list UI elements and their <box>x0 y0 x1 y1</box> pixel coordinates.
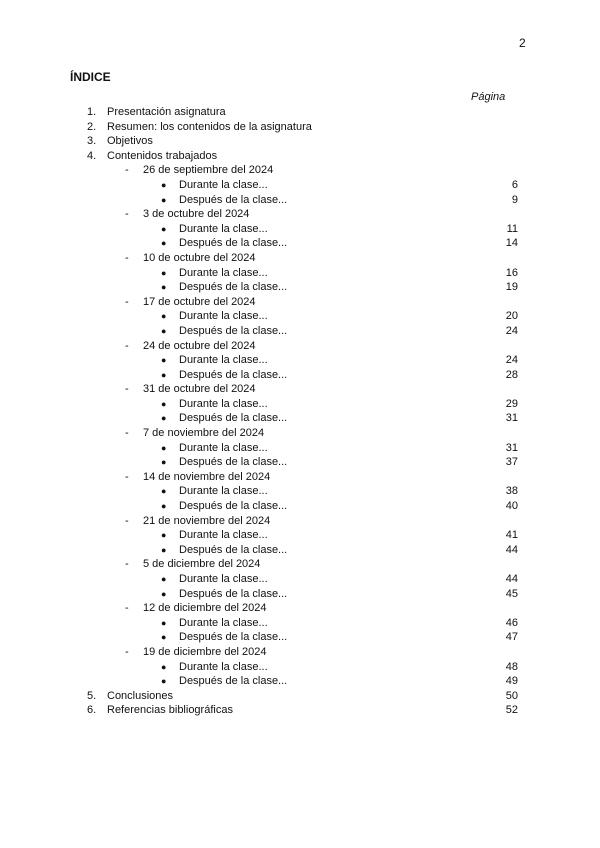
dash-marker: - <box>125 470 129 483</box>
toc-page: 11 <box>506 222 518 235</box>
bullet-icon: ● <box>161 223 167 234</box>
toc-number: 6. <box>87 704 97 717</box>
dash-marker: - <box>125 164 129 177</box>
bullet-icon: ● <box>161 501 167 512</box>
toc-page: 40 <box>505 500 518 513</box>
toc-session[interactable] <box>0 645 600 660</box>
toc-page: 49 <box>505 675 518 688</box>
toc-page: 31 <box>505 441 518 454</box>
session-date: 21 de noviembre del 2024 <box>143 514 271 527</box>
toc-item[interactable] <box>0 120 600 135</box>
bullet-icon: ● <box>161 574 167 584</box>
toc-number: 2. <box>87 120 97 133</box>
subitem-label: Durante la clase... <box>179 397 268 410</box>
toc-subitem[interactable] <box>0 499 600 514</box>
toc-page: 50 <box>505 689 518 702</box>
toc-number: 4. <box>87 149 97 162</box>
bullet-icon: ● <box>161 676 167 687</box>
toc-session[interactable] <box>0 339 600 354</box>
session-date: 14 de noviembre del 2024 <box>143 470 271 483</box>
subitem-label: Durante la clase... <box>179 485 268 498</box>
session-date: 10 de octubre del 2024 <box>143 251 256 264</box>
subitem-label: Después de la clase... <box>179 324 288 337</box>
toc-session[interactable] <box>0 295 600 310</box>
toc-subitem[interactable] <box>0 630 600 645</box>
toc-session[interactable] <box>0 470 600 485</box>
session-date: 5 de diciembre del 2024 <box>143 558 261 571</box>
toc-subitem[interactable] <box>0 324 600 339</box>
bullet-icon: ● <box>161 282 167 293</box>
toc-subitem[interactable] <box>0 353 600 368</box>
dash-marker: - <box>125 645 129 658</box>
bullet-icon: ● <box>161 544 167 555</box>
toc-number: 5. <box>87 689 97 702</box>
toc-page: 47 <box>505 631 518 644</box>
subitem-label: Durante la clase... <box>179 178 268 191</box>
page-number: 2 <box>519 36 526 50</box>
bullet-icon: ● <box>161 369 167 380</box>
toc-number: 3. <box>87 135 97 148</box>
toc-page: 20 <box>505 310 518 323</box>
toc-page: 37 <box>505 456 518 469</box>
toc-subitem[interactable] <box>0 236 600 251</box>
subitem-label: Después de la clase... <box>179 631 288 644</box>
toc-subitem[interactable] <box>0 660 600 675</box>
dash-marker: - <box>125 427 129 440</box>
toc-label: Referencias bibliográficas <box>107 704 233 717</box>
bullet-icon: ● <box>161 325 167 336</box>
toc-label: Objetivos <box>107 135 153 148</box>
toc-page: 38 <box>505 485 518 498</box>
toc-session[interactable] <box>0 426 600 441</box>
dash-marker: - <box>125 514 129 527</box>
toc-subitem[interactable] <box>0 397 600 412</box>
subitem-label: Después de la clase... <box>179 675 288 688</box>
session-date: 31 de octubre del 2024 <box>143 383 256 396</box>
toc-subitem[interactable] <box>0 309 600 324</box>
toc-page: 44 <box>505 543 518 556</box>
toc-page: 16 <box>505 266 518 279</box>
subitem-label: Después de la clase... <box>179 543 288 556</box>
toc-session[interactable] <box>0 514 600 529</box>
session-date: 24 de octubre del 2024 <box>143 339 256 352</box>
session-date: 7 de noviembre del 2024 <box>143 427 265 440</box>
dash-marker: - <box>125 251 129 264</box>
toc-session[interactable] <box>0 163 600 178</box>
toc-page: 28 <box>505 368 518 381</box>
bullet-icon: ● <box>161 179 167 190</box>
toc-subitem[interactable] <box>0 193 600 208</box>
bullet-icon: ● <box>161 311 167 322</box>
subitem-label: Durante la clase... <box>179 573 268 585</box>
bullet-icon: ● <box>161 661 167 672</box>
subitem-label: Después de la clase... <box>179 368 288 381</box>
toc-subitem[interactable] <box>0 455 600 470</box>
subitem-label: Durante la clase... <box>179 354 268 367</box>
subitem-label: Durante la clase... <box>179 441 268 454</box>
toc-session[interactable] <box>0 382 600 397</box>
toc-subitem[interactable] <box>0 222 600 237</box>
table-of-contents <box>0 105 600 718</box>
subitem-label: Durante la clase... <box>179 660 268 673</box>
subitem-label: Después de la clase... <box>179 281 288 294</box>
toc-item[interactable] <box>0 703 600 718</box>
toc-session[interactable] <box>0 557 600 572</box>
toc-item[interactable] <box>0 105 600 120</box>
subitem-label: Después de la clase... <box>179 456 288 469</box>
bullet-icon: ● <box>161 457 167 468</box>
toc-subitem[interactable] <box>0 674 600 689</box>
toc-item[interactable] <box>0 134 600 149</box>
toc-page: 24 <box>505 324 518 337</box>
dash-marker: - <box>125 339 129 352</box>
dash-marker: - <box>125 558 129 571</box>
toc-subitem[interactable] <box>0 484 600 499</box>
sessions-list <box>0 163 600 688</box>
toc-page: 52 <box>505 704 518 717</box>
toc-page: 6 <box>511 178 518 191</box>
subitem-label: Durante la clase... <box>179 616 268 629</box>
session-date: 19 de diciembre del 2024 <box>143 645 267 658</box>
bullet-icon: ● <box>161 398 167 409</box>
subitem-label: Después de la clase... <box>179 500 288 513</box>
toc-session[interactable] <box>0 601 600 616</box>
page-column-label: Página <box>471 91 506 103</box>
toc-subitem[interactable] <box>0 543 600 558</box>
toc-page: 41 <box>505 529 518 542</box>
bullet-icon: ● <box>161 238 167 249</box>
toc-number: 1. <box>87 106 97 118</box>
toc-page: 46 <box>505 616 518 629</box>
bullet-icon: ● <box>161 267 167 278</box>
bullet-icon: ● <box>161 355 167 366</box>
toc-page: 29 <box>505 397 518 410</box>
toc-page: 24 <box>505 354 518 367</box>
bullet-icon: ● <box>161 486 167 497</box>
subitem-label: Después de la clase... <box>179 237 288 250</box>
toc-subitem[interactable] <box>0 572 600 587</box>
subitem-label: Durante la clase... <box>179 222 268 235</box>
bullet-icon: ● <box>161 588 167 599</box>
subitem-label: Durante la clase... <box>179 529 268 542</box>
bullet-icon: ● <box>161 632 167 643</box>
session-date: 12 de diciembre del 2024 <box>143 602 267 615</box>
bullet-icon: ● <box>161 617 167 628</box>
dash-marker: - <box>125 295 129 308</box>
dash-marker: - <box>125 383 129 396</box>
toc-subitem[interactable] <box>0 266 600 281</box>
toc-page: 9 <box>511 193 518 206</box>
toc-page: 14 <box>505 237 518 250</box>
subitem-label: Después de la clase... <box>179 193 288 206</box>
dash-marker: - <box>125 602 129 615</box>
subitem-label: Después de la clase... <box>179 412 288 425</box>
session-date: 3 de octubre del 2024 <box>143 208 250 221</box>
toc-session[interactable] <box>0 207 600 222</box>
toc-subitem[interactable] <box>0 411 600 426</box>
toc-subitem[interactable] <box>0 587 600 602</box>
toc-label: Contenidos trabajados <box>107 149 218 162</box>
toc-label: Resumen: los contenidos de la asignatura <box>107 120 312 133</box>
toc-page: 19 <box>505 281 518 294</box>
toc-page: 45 <box>505 587 518 600</box>
dash-marker: - <box>125 208 129 221</box>
toc-item[interactable] <box>0 689 600 704</box>
bullet-icon: ● <box>161 194 167 205</box>
toc-subitem[interactable] <box>0 368 600 383</box>
toc-page: 44 <box>505 573 518 585</box>
toc-page: 31 <box>505 412 518 425</box>
index-title: ÍNDICE <box>70 70 111 84</box>
toc-label: Conclusiones <box>107 689 174 702</box>
toc-label: Presentación asignatura <box>107 106 226 118</box>
session-date: 17 de octubre del 2024 <box>143 295 256 308</box>
toc-page: 48 <box>505 660 518 673</box>
toc-subitem[interactable] <box>0 528 600 543</box>
toc-subitem[interactable] <box>0 178 600 193</box>
toc-session[interactable] <box>0 251 600 266</box>
bullet-icon: ● <box>161 530 167 541</box>
toc-item[interactable] <box>0 149 600 164</box>
subitem-label: Después de la clase... <box>179 587 288 600</box>
subitem-label: Durante la clase... <box>179 310 268 323</box>
toc-subitem[interactable] <box>0 441 600 456</box>
subitem-label: Durante la clase... <box>179 266 268 279</box>
session-date: 26 de septiembre del 2024 <box>143 164 274 177</box>
toc-subitem[interactable] <box>0 616 600 631</box>
bullet-icon: ● <box>161 442 167 453</box>
toc-subitem[interactable] <box>0 280 600 295</box>
bullet-icon: ● <box>161 413 167 424</box>
